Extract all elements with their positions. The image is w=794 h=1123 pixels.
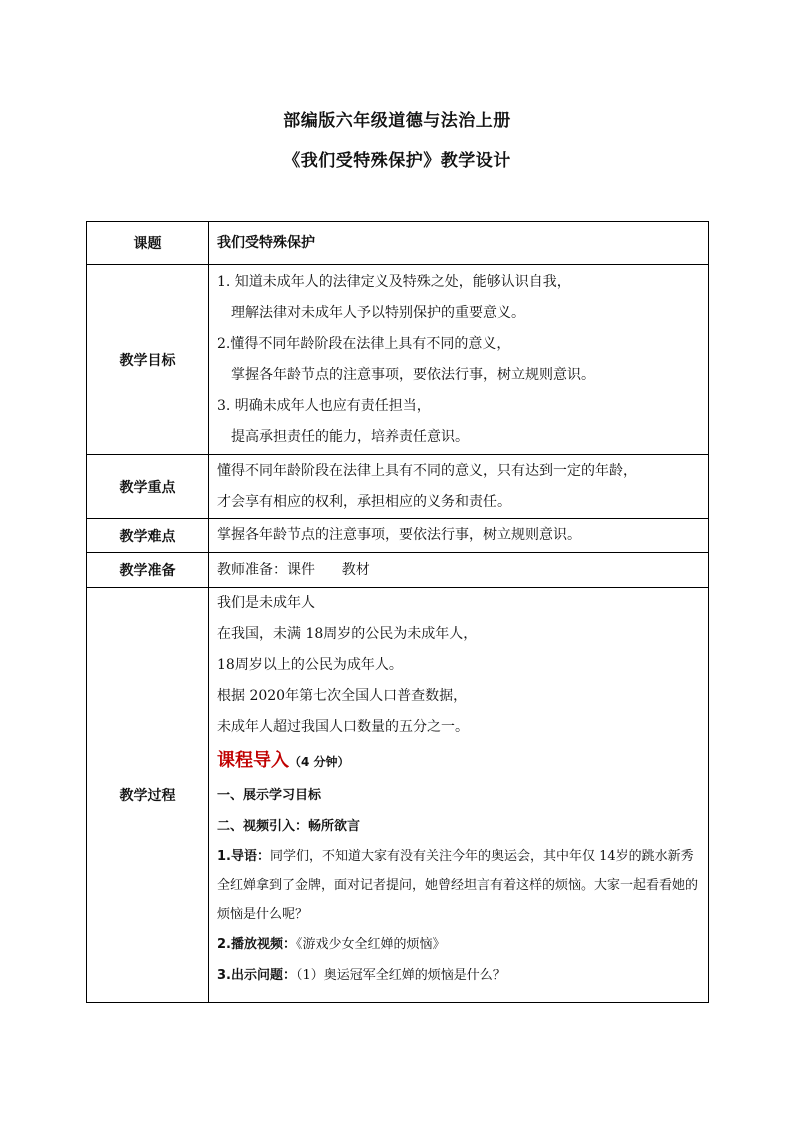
- goal-line: 提高承担责任的能力，培养责任意识。: [231, 428, 469, 445]
- table-row-preparation: [87, 553, 709, 588]
- keypoint-line: 懂得不同年龄阶段在法律上具有不同的意义，只有达到一定的年龄，: [217, 462, 637, 479]
- table-row-difficulty: [87, 519, 709, 553]
- keypoint-line: 才会享有相应的权利，承担相应的义务和责任。: [217, 493, 511, 510]
- doc-title-line2: 《我们受特殊保护》教学设计: [283, 151, 511, 171]
- topic-label: 课题: [87, 222, 209, 265]
- table-row-process: [87, 588, 709, 1003]
- difficulty-label: 教学难点: [87, 519, 209, 553]
- difficulty-cell: [209, 519, 709, 553]
- item-three-label: 3.出示问题：: [217, 968, 296, 983]
- item-two: [217, 929, 702, 960]
- goal-line: 3. 明确未成年人也应有责任担当，: [217, 397, 431, 414]
- goal-line: 掌握各年龄节点的注意事项，要依法行事，树立规则意识。: [231, 366, 595, 383]
- goals-label: 教学目标: [87, 265, 209, 455]
- item-two-label: 2.播放视频：: [217, 937, 296, 952]
- item-two-text: 《游戏少女全红婵的烦恼》: [295, 937, 446, 952]
- item-three-text: （1）奥运冠军全红婵的烦恼是什么？: [295, 968, 506, 983]
- goal-line: 1. 知道未成年人的法律定义及特殊之处，能够认识自我，: [217, 273, 571, 290]
- doc-title-line1: 部编版六年级道德与法治上册: [283, 111, 511, 131]
- intro-line: 18周岁以上的公民为成年人。: [217, 657, 403, 673]
- table-row-topic: [87, 222, 709, 265]
- goal-line: 2.懂得不同年龄阶段在法律上具有不同的意义，: [217, 335, 511, 352]
- item-one: [217, 842, 702, 929]
- item-three: [217, 960, 702, 991]
- goal-line: 理解法律对未成年人予以特别保护的重要意义。: [231, 304, 525, 321]
- keypoints-cell: [209, 455, 709, 519]
- intro-line: 我们是未成年人: [217, 595, 315, 611]
- difficulty-value: 掌握各年龄节点的注意事项，要依法行事，树立规则意识。: [217, 527, 581, 543]
- goals-cell: [209, 265, 709, 455]
- process-label: 教学过程: [87, 588, 209, 1003]
- intro-line: 在我国，未满 18周岁的公民为未成年人，: [217, 626, 478, 642]
- section-heading: [217, 743, 702, 780]
- preparation-cell: [209, 553, 709, 588]
- topic-value: 我们受特殊保护: [217, 234, 315, 251]
- process-cell: [209, 588, 709, 1003]
- keypoints-label: 教学重点: [87, 455, 209, 519]
- step-one: 一、展示学习目标: [217, 788, 322, 803]
- intro-line: 未成年人超过我国人口数量的五分之一。: [217, 719, 469, 735]
- preparation-label: 教学准备: [87, 553, 209, 588]
- lesson-plan-table: [86, 221, 709, 1003]
- section-duration: （4 分钟）: [289, 755, 350, 769]
- section-title: 课程导入: [217, 750, 289, 771]
- table-row-keypoints: [87, 455, 709, 519]
- topic-value-cell: [209, 222, 709, 265]
- item-one-text: 同学们，不知道大家有没有关注今年的奥运会，其中年仅 14岁的跳水新秀全红婵拿到了金牌，面对记者提问，她曾经坦言有着这样的烦恼。大家一起看看她的烦恼是什么呢？: [217, 849, 699, 922]
- preparation-value: 教师准备：课件 教材: [217, 561, 370, 578]
- table-row-goals: [87, 265, 709, 455]
- step-two: 二、视频引入：畅所欲言: [217, 819, 361, 834]
- intro-line: 根据 2020年第七次全国人口普查数据，: [217, 688, 468, 704]
- item-one-label: 1.导语：: [217, 849, 270, 864]
